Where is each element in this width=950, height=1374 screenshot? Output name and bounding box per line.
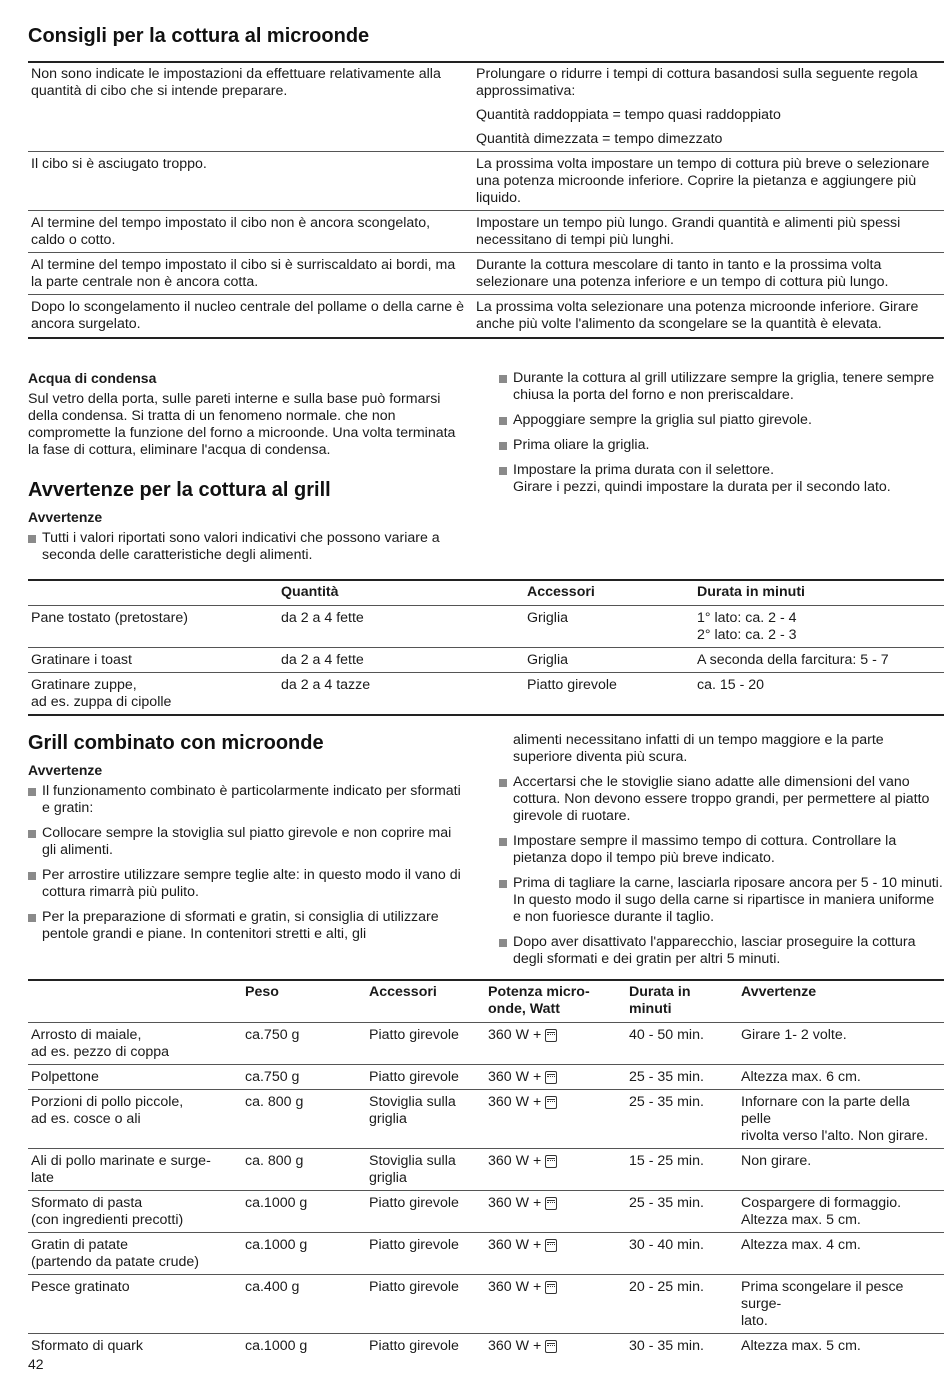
grill-subheading: Avvertenze: [28, 509, 103, 525]
table-cell: [485, 1233, 626, 1275]
list-item: Per la preparazione di sformati e gratin, si consiglia di utilizzare pentole grandi e piane. In contenitori stretti e alti, gli: [28, 909, 468, 943]
bullet-continuation: Girare i pezzi, quindi impostare la durata per il secondo lato.: [513, 479, 891, 495]
table-cell: ca.1000 g: [245, 1338, 308, 1354]
table-cell: 30 - 35 min.: [629, 1338, 704, 1354]
grill-symbol-icon: [545, 1071, 557, 1084]
table-row: [28, 152, 944, 211]
section-title-microwave-tips: Consigli per la cottura al microonde: [28, 25, 370, 47]
table-cell: [485, 1191, 626, 1233]
solution-cell: Impostare un tempo più lungo. Grandi quantità e alimenti più spessi necessitano di tempi più lunghi.: [473, 211, 944, 253]
list-item: Durante la cottura al grill utilizzare sempre la griglia, tenere sempre chiusa la porta del forno e non preriscaldare.: [499, 370, 944, 404]
list-item: Prima di tagliare la carne, lasciarla riposare ancora per 5 - 10 minuti. In questo modo il sugo della carne si ripartisce in maniera uniforme e non fuoriesce durante il taglio.: [499, 875, 944, 926]
table-cell: Piatto girevole: [366, 1023, 485, 1065]
solution-cell: Durante la cottura mescolare di tanto in tanto e la prossima volta selezionare una potenza inferiore e un tempo di cottura più lungo.: [473, 253, 944, 295]
table-cell: Ali di pollo marinate e surge- late: [28, 1149, 242, 1191]
problem-cell: Dopo lo scongelamento il nucleo centrale del pollame o della carne è ancora surgelato.: [28, 295, 473, 339]
table-cell: Piatto girevole: [366, 1191, 485, 1233]
table-cell: A seconda della farcitura: 5 - 7: [694, 648, 944, 673]
table-cell: Sformato di pasta (con ingredienti precotti): [28, 1191, 242, 1233]
table-cell: Gratinare i toast: [28, 648, 278, 673]
condensa-block: [28, 370, 468, 459]
microwave-tips-table: [28, 62, 944, 339]
table-cell: [485, 1149, 626, 1191]
column-header: Durata in minuti: [626, 980, 738, 1023]
column-header: [28, 980, 242, 1023]
bullet-square-icon: [499, 375, 507, 383]
list-item: Appoggiare sempre la griglia sul piatto girevole.: [499, 412, 944, 429]
table-row: [28, 1065, 944, 1090]
problem-cell: Non sono indicate le impostazioni da effettuare relativamente alla quantità di cibo che si intende preparare.: [28, 62, 473, 152]
power-label: 360 W +: [488, 1027, 542, 1043]
table-cell: ca.400 g: [242, 1275, 366, 1334]
table-row: [28, 648, 944, 673]
table-cell: Cospargere di formaggio. Altezza max. 5 cm.: [738, 1191, 944, 1233]
table-cell: Piatto girevole: [366, 1275, 485, 1334]
table-cell: da 2 a 4 fette: [278, 606, 524, 648]
grill-table: [28, 579, 944, 716]
combi-right-continuation: alimenti necessitano infatti di un tempo maggiore e la parte superiore diventa più scura.: [513, 732, 884, 765]
solution-cell: Prolungare o ridurre i tempi di cottura basandosi sulla seguente regola approssimativa: Quantità raddoppiata = tempo quasi raddoppiato Quantità dimezzata = tempo dimezzato: [473, 62, 944, 152]
table-cell: Girare 1- 2 volte.: [738, 1023, 944, 1065]
column-header: Avvertenze: [738, 980, 944, 1023]
table-cell: Altezza max. 6 cm.: [738, 1065, 944, 1090]
table-cell: Piatto girevole: [524, 673, 694, 716]
problem-cell: Al termine del tempo impostato il cibo non è ancora scongelato, caldo o cotto.: [28, 211, 473, 253]
table-cell: Pane tostato (pretostare): [28, 606, 278, 648]
power-label: 360 W +: [488, 1338, 542, 1354]
table-cell: Non girare.: [738, 1149, 944, 1191]
power-label: 360 W +: [488, 1069, 542, 1085]
grill-symbol-icon: [545, 1239, 557, 1252]
table-cell: Arrosto di maiale, ad es. pezzo di coppa: [28, 1023, 242, 1065]
table-cell: [485, 1275, 626, 1334]
grill-symbol-icon: [545, 1340, 557, 1353]
table-cell: Pesce gratinato: [28, 1275, 242, 1334]
table-row: [28, 1275, 944, 1334]
list-item: Accertarsi che le stoviglie siano adatte alle dimensioni del vano cottura. Non devono essere troppo grandi, per permettere al piatto girevole di ruotare.: [499, 774, 944, 825]
grill-left-col: [28, 509, 468, 572]
list-item: Impostare la prima durata con il selettore. Girare i pezzi, quindi impostare la durata per il secondo lato.: [499, 462, 944, 496]
combi-subheading: Avvertenze: [28, 762, 103, 778]
table-cell: ca. 800 g: [242, 1149, 366, 1191]
table-cell: Stoviglia sulla griglia: [366, 1090, 485, 1149]
table-cell: ca.1000 g: [242, 1233, 366, 1275]
table-cell: da 2 a 4 tazze: [278, 673, 524, 716]
power-label: 360 W +: [488, 1153, 542, 1169]
table-cell: 30 - 40 min.: [626, 1233, 738, 1275]
table-cell: 20 - 25 min.: [626, 1275, 738, 1334]
table-row: [28, 62, 944, 152]
page-number: 42: [28, 1356, 44, 1372]
bullet-square-icon: [499, 939, 507, 947]
table-cell: Gratinare zuppe, ad es. zuppa di cipolle: [28, 673, 278, 716]
table-cell: Piatto girevole: [369, 1338, 459, 1354]
table-cell: [485, 1334, 626, 1359]
bullet-square-icon: [499, 838, 507, 846]
table-cell: Stoviglia sulla griglia: [366, 1149, 485, 1191]
table-cell: Griglia: [524, 648, 694, 673]
table-cell: Piatto girevole: [366, 1065, 485, 1090]
table-cell: Altezza max. 5 cm.: [741, 1338, 861, 1354]
bullet-square-icon: [499, 417, 507, 425]
table-cell: Infornare con la parte della pelle rivolta verso l'alto. Non girare.: [738, 1090, 944, 1149]
bullet-square-icon: [28, 872, 36, 880]
table-cell: Prima scongelare il pesce surge- lato.: [738, 1275, 944, 1334]
column-header: Accessori: [366, 980, 485, 1023]
column-header: Durata in minuti: [694, 580, 944, 606]
bullet-square-icon: [499, 467, 507, 475]
table-row: [28, 1090, 944, 1149]
table-row: [28, 1334, 944, 1359]
table-cell: 1° lato: ca. 2 - 4 2° lato: ca. 2 - 3: [694, 606, 944, 648]
list-item: Tutti i valori riportati sono valori indicativi che possono variare a seconda delle caratteristiche degli alimenti.: [28, 530, 468, 564]
power-label: 360 W +: [488, 1094, 542, 1110]
grill-right-col: [499, 370, 944, 504]
bullet-square-icon: [28, 788, 36, 796]
power-label: 360 W +: [488, 1237, 542, 1253]
table-cell: 25 - 35 min.: [626, 1090, 738, 1149]
rule-line: Quantità dimezzata = tempo dimezzato: [476, 131, 723, 147]
table-row: [28, 1023, 944, 1065]
list-item: Dopo aver disattivato l'apparecchio, lasciar proseguire la cottura degli sformati e dei gratin per altri 5 minuti.: [499, 934, 944, 968]
column-header: Peso: [242, 980, 366, 1023]
list-item: Collocare sempre la stoviglia sul piatto girevole e non coprire mai gli alimenti.: [28, 825, 468, 859]
list-item: Per arrostire utilizzare sempre teglie alte: in questo modo il vano di cottura rimarrà più pulito.: [28, 867, 468, 901]
table-cell: 40 - 50 min.: [626, 1023, 738, 1065]
table-cell: 15 - 25 min.: [626, 1149, 738, 1191]
grill-symbol-icon: [545, 1096, 557, 1109]
table-cell: Piatto girevole: [366, 1233, 485, 1275]
table-cell: 25 - 35 min.: [626, 1065, 738, 1090]
column-header: [28, 580, 278, 606]
table-cell: da 2 a 4 fette: [278, 648, 524, 673]
table-cell: ca. 15 - 20: [694, 673, 944, 716]
table-cell: Altezza max. 4 cm.: [738, 1233, 944, 1275]
table-cell: [485, 1065, 626, 1090]
table-row: [28, 673, 944, 716]
column-header: Accessori: [524, 580, 694, 606]
column-header: Potenza micro- onde, Watt: [485, 980, 626, 1023]
bullet-square-icon: [499, 880, 507, 888]
grill-symbol-icon: [545, 1155, 557, 1168]
problem-cell: Al termine del tempo impostato il cibo si è surriscaldato ai bordi, ma la parte centrale non è ancora cotta.: [28, 253, 473, 295]
table-cell: ca.750 g: [242, 1023, 366, 1065]
table-cell: 25 - 35 min.: [626, 1191, 738, 1233]
power-label: 360 W +: [488, 1195, 542, 1211]
bullet-square-icon: [28, 914, 36, 922]
table-row: [28, 1191, 944, 1233]
condensa-text: Sul vetro della porta, sulle pareti interne e sulla base può formarsi della condensa. Si tratta di un fenomeno normale. che non compromette la funzione del forno a microonde. Una volta terminata la fase di cottura, eliminare l'acqua di condensa.: [28, 391, 456, 458]
grill-symbol-icon: [545, 1197, 557, 1210]
list-item: Prima oliare la griglia.: [499, 437, 944, 454]
table-cell: [485, 1090, 626, 1149]
problem-cell: Il cibo si è asciugato troppo.: [28, 152, 473, 211]
combi-left-col: [28, 762, 468, 951]
grill-symbol-icon: [545, 1281, 557, 1294]
table-row: [28, 211, 944, 253]
table-cell: Griglia: [524, 606, 694, 648]
grill-symbol-icon: [545, 1029, 557, 1042]
section-title-grill: Avvertenze per la cottura al grill: [28, 479, 331, 501]
bullet-square-icon: [499, 779, 507, 787]
column-header: Quantità: [278, 580, 524, 606]
table-row: [28, 1233, 944, 1275]
list-item: Il funzionamento combinato è particolarmente indicato per sformati e gratin:: [28, 783, 468, 817]
table-cell: ca.750 g: [242, 1065, 366, 1090]
section-title-combi: Grill combinato con microonde: [28, 732, 324, 754]
bullet-square-icon: [499, 442, 507, 450]
table-cell: [485, 1023, 626, 1065]
condensa-heading: Acqua di condensa: [28, 370, 157, 386]
table-row: [28, 295, 944, 339]
bullet-square-icon: [28, 535, 36, 543]
combi-right-col: [499, 732, 944, 976]
table-cell: Gratin di patate (partendo da patate crude): [28, 1233, 242, 1275]
combi-table: [28, 979, 944, 1358]
table-row: [28, 1149, 944, 1191]
bullet-square-icon: [28, 830, 36, 838]
solution-cell: La prossima volta impostare un tempo di cottura più breve o selezionare una potenza microonde inferiore. Coprire la pietanza e aggiungere più liquido.: [473, 152, 944, 211]
table-row: [28, 606, 944, 648]
table-row: [28, 253, 944, 295]
table-cell: Porzioni di pollo piccole, ad es. cosce o ali: [28, 1090, 242, 1149]
table-cell: Sformato di quark: [31, 1338, 143, 1354]
rule-line: Quantità raddoppiata = tempo quasi raddoppiato: [476, 107, 781, 123]
table-cell: ca.1000 g: [242, 1191, 366, 1233]
list-item: Impostare sempre il massimo tempo di cottura. Controllare la pietanza dopo il tempo più breve indicato.: [499, 833, 944, 867]
solution-cell: La prossima volta selezionare una potenza microonde inferiore. Girare anche più volte l'alimento da scongelare se la quantità è elevata.: [473, 295, 944, 339]
table-cell: ca. 800 g: [242, 1090, 366, 1149]
power-label: 360 W +: [488, 1279, 542, 1295]
table-cell: Polpettone: [28, 1065, 242, 1090]
